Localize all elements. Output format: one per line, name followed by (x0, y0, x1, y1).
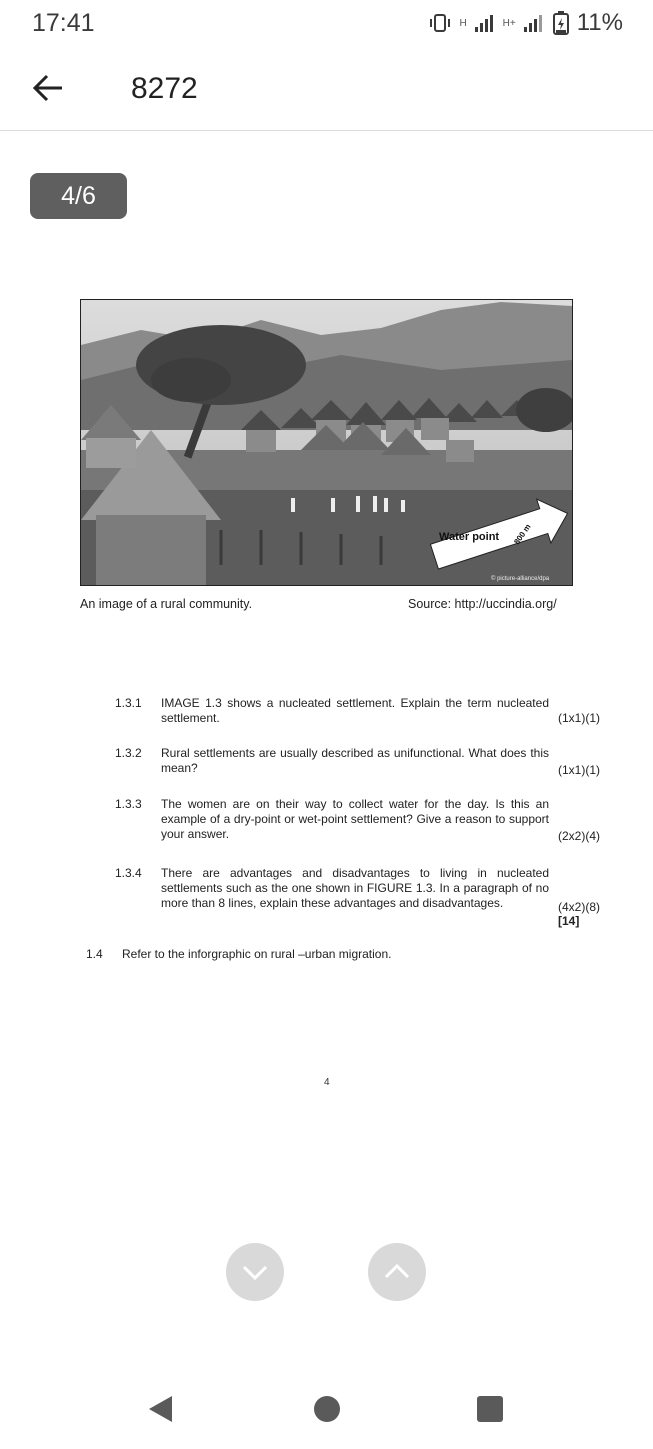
rural-community-photo (80, 299, 573, 586)
document-title: 8272 (131, 72, 198, 105)
system-navigation-bar (0, 1370, 653, 1449)
distance-label: 800 m (512, 522, 533, 547)
question-text: The women are on their way to collect water for the day. Is this an example of a dry-point or wet-point settlement? Give a reason to support your answer. (161, 797, 549, 841)
signal-type-2: H+ (502, 17, 516, 29)
question-number: 1.3.4 (115, 866, 142, 880)
photo-illustration (81, 300, 572, 585)
triangle-back-icon[interactable] (146, 1394, 176, 1424)
question-marks: (4x2)(8) (558, 900, 601, 914)
circle-home-icon[interactable] (312, 1394, 342, 1424)
signal-strength-icon (474, 13, 496, 33)
chevron-up-icon (368, 1243, 426, 1301)
signal-strength-icon-2 (523, 13, 545, 33)
next-page-button[interactable] (226, 1243, 284, 1301)
chevron-down-icon (226, 1243, 284, 1301)
page-number: 4 (324, 1077, 330, 1088)
square-recents-icon[interactable] (475, 1394, 505, 1424)
section-total: [14] (558, 914, 580, 928)
question-marks: (1x1)(1) (558, 711, 601, 725)
photo-credit: © picture-alliance/dpa (491, 576, 550, 582)
question-number: 1.3.3 (115, 797, 142, 811)
previous-page-button[interactable] (368, 1243, 426, 1301)
battery-percent: 11% (576, 9, 623, 36)
status-bar (0, 0, 653, 46)
question-number: 1.3.2 (115, 746, 142, 760)
question-text: Refer to the inforgraphic on rural –urban migration. (122, 947, 392, 961)
figure-caption: An image of a rural community. (80, 597, 253, 611)
question-number: 1.4 (86, 947, 103, 961)
water-point-label: Water point (439, 531, 500, 543)
question-text: IMAGE 1.3 shows a nucleated settlement. Explain the term nucleated settlement. (161, 696, 549, 725)
page-indicator: 4/6 (30, 173, 127, 219)
status-time: 17:41 (32, 9, 95, 37)
battery-icon (552, 11, 570, 35)
question-text: Rural settlements are usually described as unifunctional. What does this mean? (161, 746, 549, 775)
question-marks: (2x2)(4) (558, 829, 601, 843)
question-number: 1.3.1 (115, 696, 142, 710)
vibrate-icon (428, 13, 452, 33)
app-bar (0, 46, 653, 131)
signal-type-1: H (459, 17, 467, 29)
question-marks: (1x1)(1) (558, 763, 601, 777)
status-icons (428, 9, 623, 37)
figure-source: Source: http://uccindia.org/ (408, 597, 557, 611)
arrow-left-icon[interactable] (30, 70, 66, 106)
question-text: There are advantages and disadvantages to living in nucleated settlements such as the one shown in FIGURE 1.3. In a paragraph of no more than 8 lines, explain these advantages and disadvantages. (161, 866, 549, 910)
